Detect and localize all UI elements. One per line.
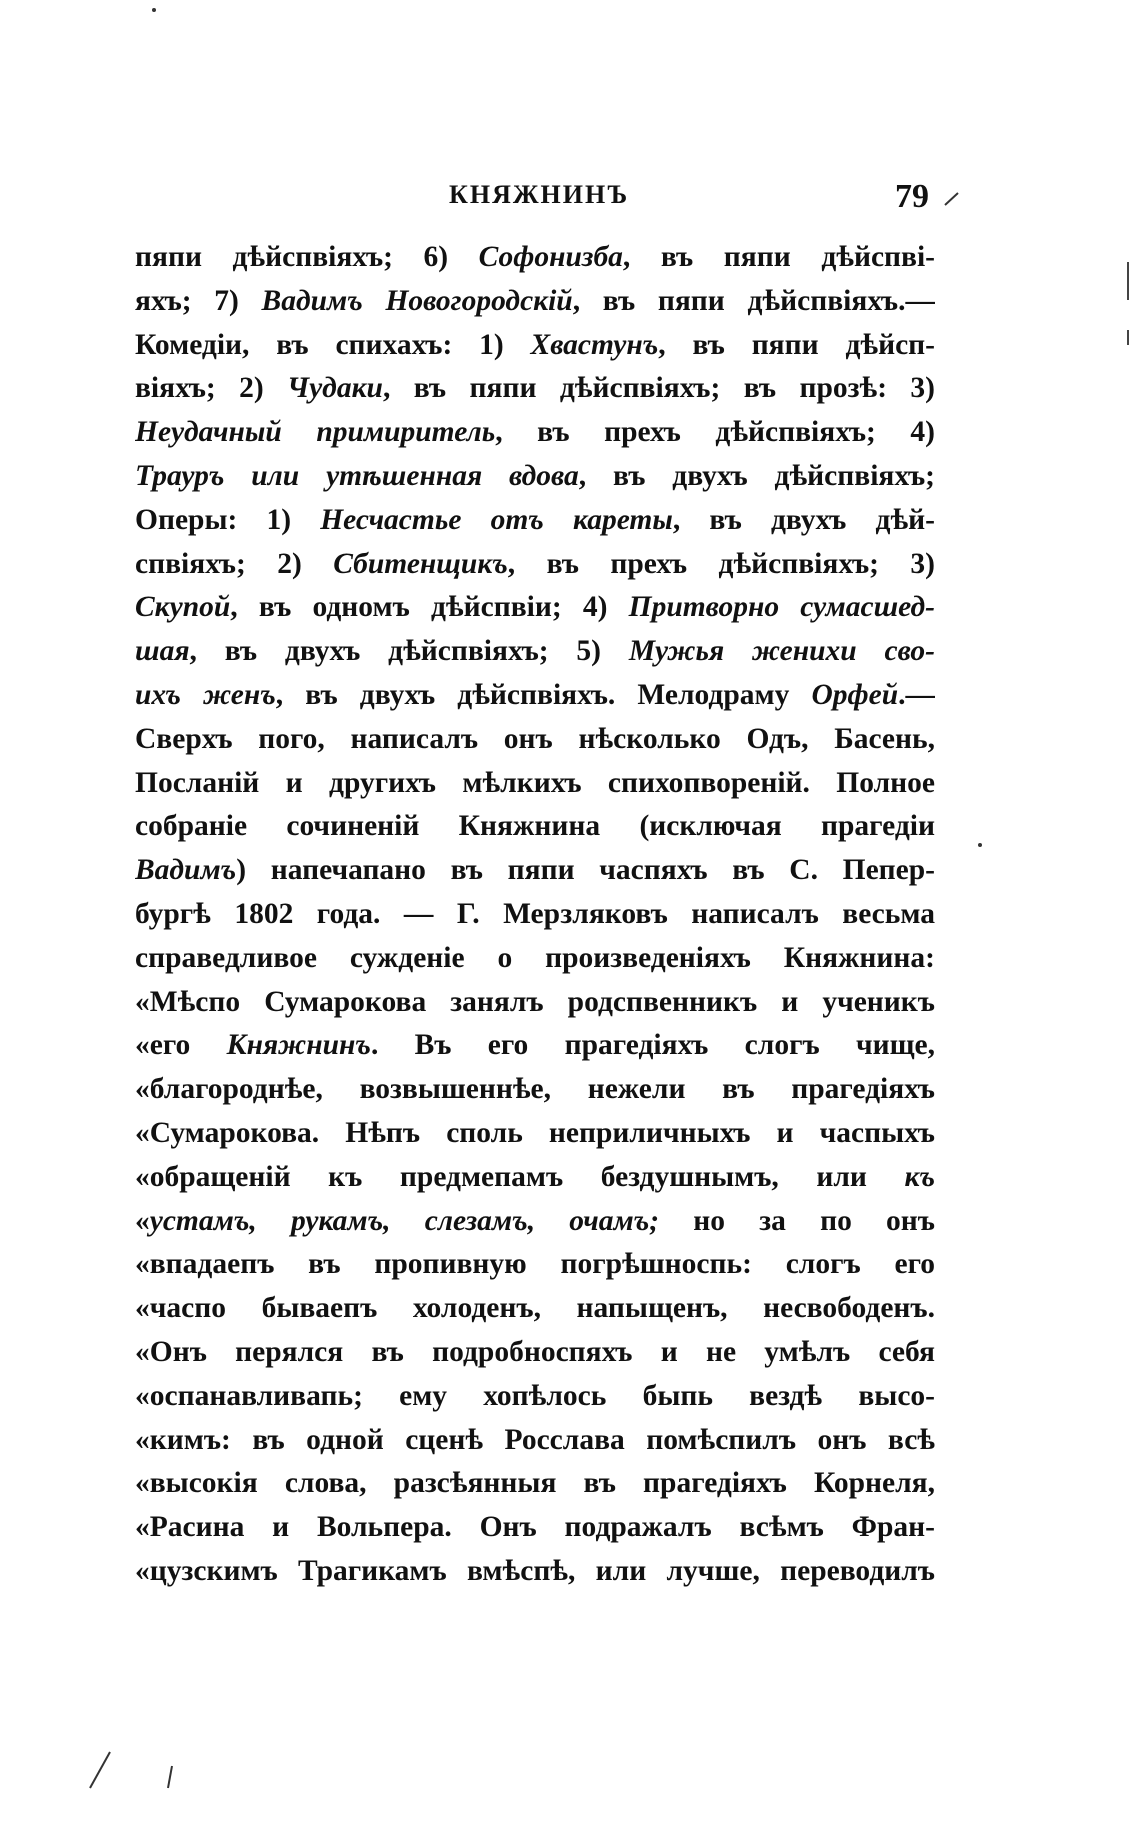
text-segment: «обращеній къ предмепамъ бездушнымъ, или [135,1160,905,1193]
text-segment: «высокія слова, разсѣянныя въ прагедіяхъ Корнеля, [135,1467,935,1500]
text-segment: « [135,1204,150,1237]
text-segment: .— [898,678,935,711]
page-number: 79 [895,178,929,215]
text-segment: «цузскимъ Трагикамъ вмѣспѣ, или лучше, переводилъ [135,1554,935,1587]
italic-text: ихъ женъ [135,678,276,711]
italic-text: Притворно сумасшед- [628,591,935,624]
text-segment: , въ двухъ дѣйспвіяхъ; [578,459,935,492]
text-segment: собраніе сочиненій Княжнина (исключая прагедіи [135,810,935,843]
italic-text: Чудаки [287,372,383,405]
text-segment: «Расина и Вольпера. Онъ подражалъ всѣмъ Фран- [135,1511,935,1544]
text-segment: пяпи дѣйспвіяхъ; 6) [135,241,479,273]
text-segment: «часпо бываепъ холоденъ, напыщенъ, несвободенъ. [135,1292,935,1325]
running-title: КНЯЖНИНЪ [449,180,630,209]
text-segment: яхъ; 7) [135,284,262,317]
text-segment: , въ двухъ дѣй- [672,503,935,536]
text-segment: , въ прехъ дѣйспвіяхъ; 4) [495,416,935,449]
text-segment: , въ одномъ дѣйспвіи; 4) [230,591,629,624]
italic-text: Несчастье отъ кареты [320,503,673,536]
italic-text: Скупой [135,591,231,624]
text-segment: «благороднѣе, возвышеннѣе, нежели въ прагедіяхъ [135,1073,935,1106]
italic-text: устамъ, рукамъ, слезамъ, очамъ; [149,1204,660,1237]
italic-text: Мужья женихи сво- [628,635,935,668]
italic-text: къ [904,1160,935,1193]
text-segment: Комедіи, въ спихахъ: 1) [135,328,531,361]
italic-text: Трауръ или утѣшенная вдова [135,459,579,492]
text-segment: ) напечапано въ пяпи часпяхъ въ С. Пепер- [236,854,935,887]
text-segment: но за по онъ [659,1204,935,1237]
text-segment: , въ пяпи дѣйспвіяхъ.— [572,284,935,317]
text-segment: «оспанавливапь; ему хопѣлось быпь вездѣ высо- [135,1379,935,1412]
italic-text: Вадимъ Новогородскій [261,284,573,317]
text-segment: «кимъ: въ одной сценѣ Росслава помѣспилъ онъ всѣ [135,1423,935,1456]
italic-text: Вадимъ [135,854,237,887]
italic-text: Княжнинъ [226,1029,371,1062]
text-segment: , въ прехъ дѣйспвіяхъ; 3) [507,547,935,580]
text-segment: , въ пяпи дѣйспві- [622,241,935,273]
text-segment: Сверхъ пого, написалъ онъ нѣсколько Одъ, Басень, [135,722,935,755]
text-segment: , въ пяпи дѣйсп- [658,328,935,361]
italic-text: Сбитенщикъ [333,547,508,580]
text-segment: «его [135,1029,227,1062]
text-segment: , въ двухъ дѣйспвіяхъ. Мелодраму [275,678,812,711]
italic-text: Орфей [811,678,899,711]
italic-text: Неудачный примиритель [135,416,496,449]
text-segment: бургѣ 1802 года. — Г. Мерзляковъ написалъ весьма [135,897,935,930]
text-segment: Посланій и другихъ мѣлкихъ спихопвореній. Полное [135,766,935,799]
italic-text: шая [135,635,190,668]
text-segment: «впадаепъ въ пропивную погрѣшноспь: слогъ его [135,1248,935,1281]
text-segment: «Мѣспо Сумарокова занялъ родспвенникъ и ученикъ [135,985,935,1018]
italic-text: Софонизба [478,241,623,273]
text-segment: справедливое сужденіе о произведеніяхъ Княжнина: [135,941,935,974]
italic-text: Хвастунъ [530,328,659,361]
text-segment: «Онъ перялся въ подробноспяхъ и не умѣлъ себя [135,1335,935,1368]
text-segment: спвіяхъ; 2) [135,547,334,580]
text-segment: . Въ его прагедіяхъ слогъ чище, [370,1029,935,1062]
text-segment: , въ пяпи дѣйспвіяхъ; въ прозѣ: 3) [382,372,935,405]
text-segment: «Сумарокова. Нѣпъ споль неприличныхъ и часпыхъ [135,1116,935,1149]
text-segment: , въ двухъ дѣйспвіяхъ; 5) [189,635,629,668]
text-segment: віяхъ; 2) [135,372,288,405]
text-segment: Оперы: 1) [135,503,321,536]
